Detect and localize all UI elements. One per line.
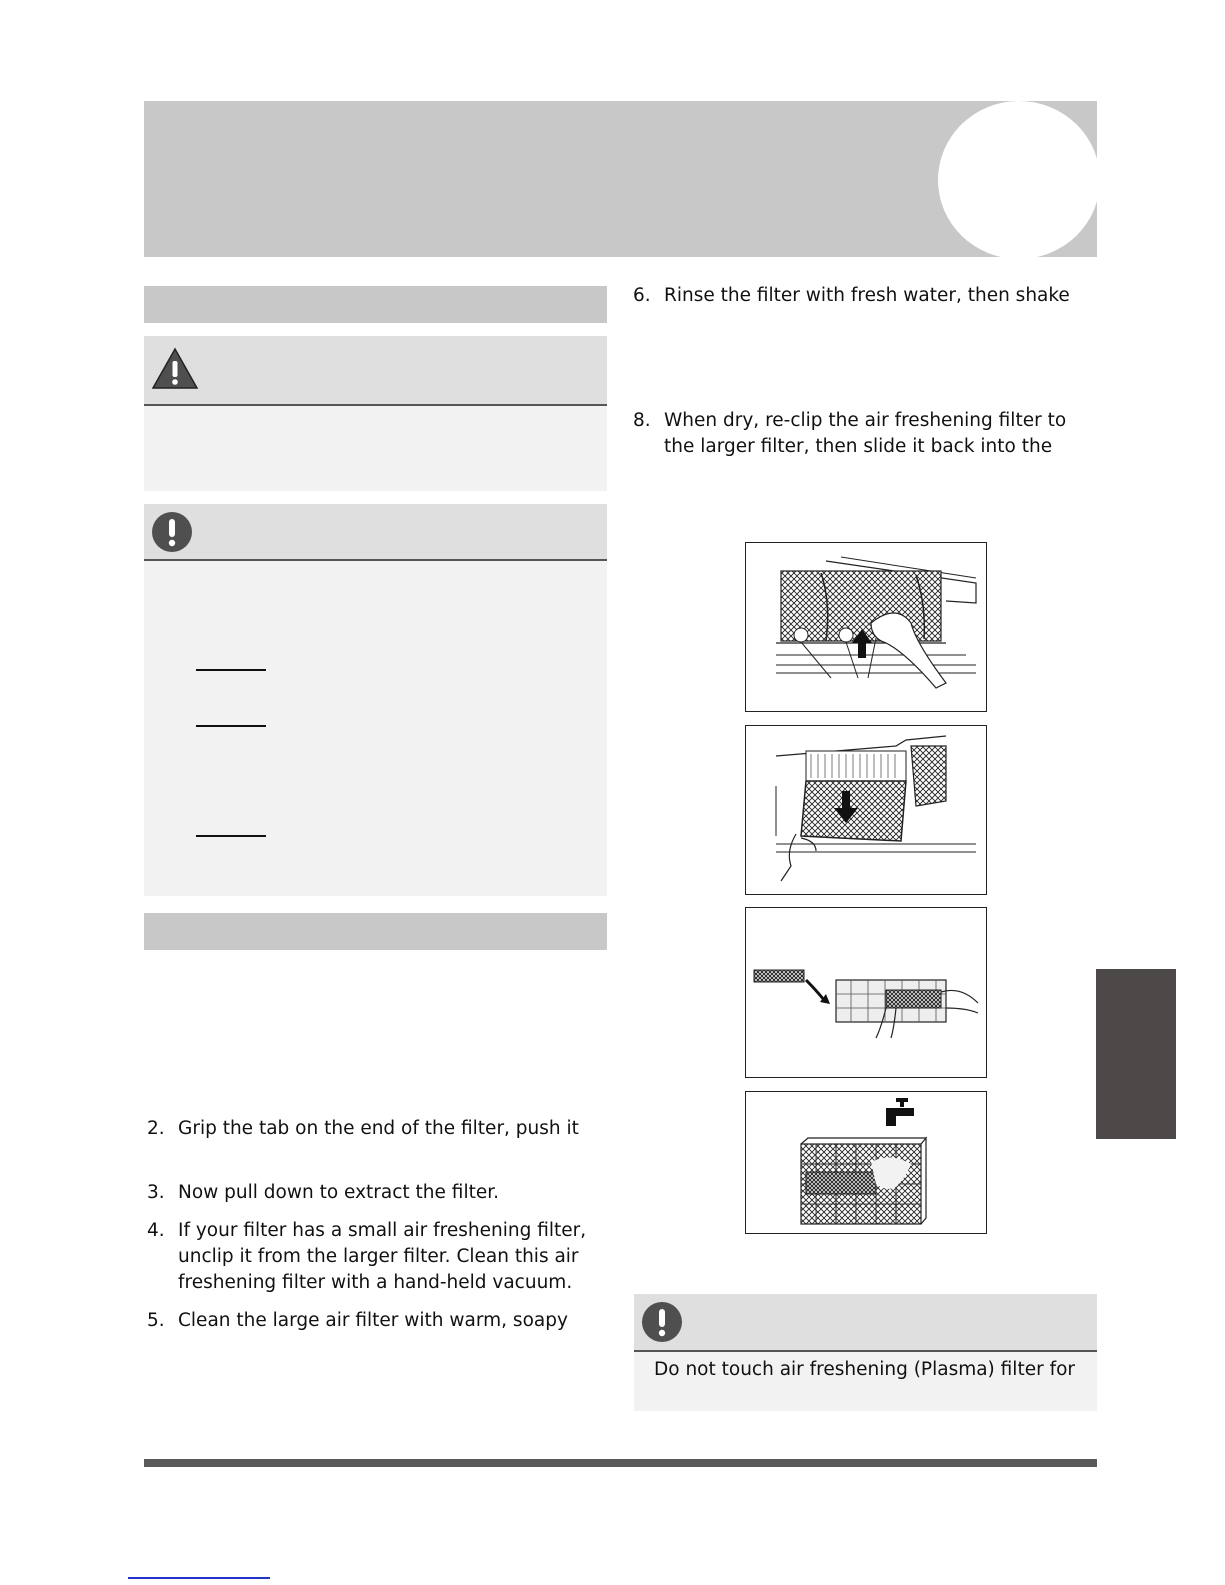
step-5-number: 5. — [147, 1310, 165, 1331]
step-6-number: 6. — [633, 285, 651, 306]
step-4-line-1: If your filter has a small air freshening filter, — [178, 1220, 587, 1241]
exclamation-circle-icon — [151, 511, 193, 553]
step-4-number: 4. — [147, 1220, 165, 1241]
figure-2-drawing — [746, 726, 986, 894]
bottom-note-panel-header — [634, 1294, 1097, 1352]
figure-rinse-filter — [745, 1091, 987, 1234]
step-8 — [633, 408, 1066, 460]
step-8-number: 8. — [633, 410, 651, 431]
warning-triangle-icon — [151, 346, 199, 390]
step-8-line-2: the larger filter, then slide it back into the — [664, 436, 1053, 457]
step-6 — [633, 283, 1070, 309]
step-3 — [147, 1180, 499, 1206]
step-6-text: Rinse the filter with fresh water, then shake — [664, 285, 1070, 306]
step-2-text: Grip the tab on the end of the filter, push it — [178, 1118, 579, 1139]
caution-panel — [144, 336, 607, 491]
faucet-icon — [886, 1098, 914, 1126]
step-4 — [147, 1218, 586, 1296]
bottom-note-panel — [634, 1294, 1097, 1411]
underline-stub-3 — [196, 835, 266, 837]
side-tab — [1096, 969, 1176, 1139]
step-4-line-3: freshening filter with a hand-held vacuum. — [178, 1272, 573, 1293]
section-bar-middle — [144, 913, 607, 950]
figure-4-drawing — [746, 1092, 986, 1233]
header-circle — [938, 101, 1100, 259]
bottom-note-text: Do not touch air freshening (Plasma) filter for — [654, 1359, 1076, 1380]
step-2 — [147, 1116, 579, 1142]
caution-panel-header — [144, 336, 607, 406]
figure-unclip-freshening-filter — [745, 907, 987, 1078]
exclamation-circle-icon — [641, 1301, 683, 1343]
step-5 — [147, 1308, 568, 1334]
figure-pull-filter-down — [745, 725, 987, 895]
step-5-text: Clean the large air filter with warm, soapy — [178, 1310, 568, 1331]
step-3-number: 3. — [147, 1182, 165, 1203]
step-8-line-1: When dry, re-clip the air freshening filter to — [664, 410, 1067, 431]
step-2-number: 2. — [147, 1118, 165, 1139]
step-4-line-2: unclip it from the larger filter. Clean this air — [178, 1246, 579, 1267]
underline-stub-1 — [196, 669, 266, 671]
figure-3-drawing — [746, 908, 986, 1077]
section-bar-top — [144, 286, 607, 323]
step-3-text: Now pull down to extract the filter. — [178, 1182, 500, 1203]
underline-stub-2 — [196, 725, 266, 727]
note-panel-header — [144, 504, 607, 561]
figure-1-drawing — [746, 543, 986, 711]
note-panel — [144, 504, 607, 896]
figure-push-filter-up — [745, 542, 987, 712]
footer-rule — [144, 1459, 1097, 1467]
bottom-link-underline — [128, 1577, 270, 1579]
